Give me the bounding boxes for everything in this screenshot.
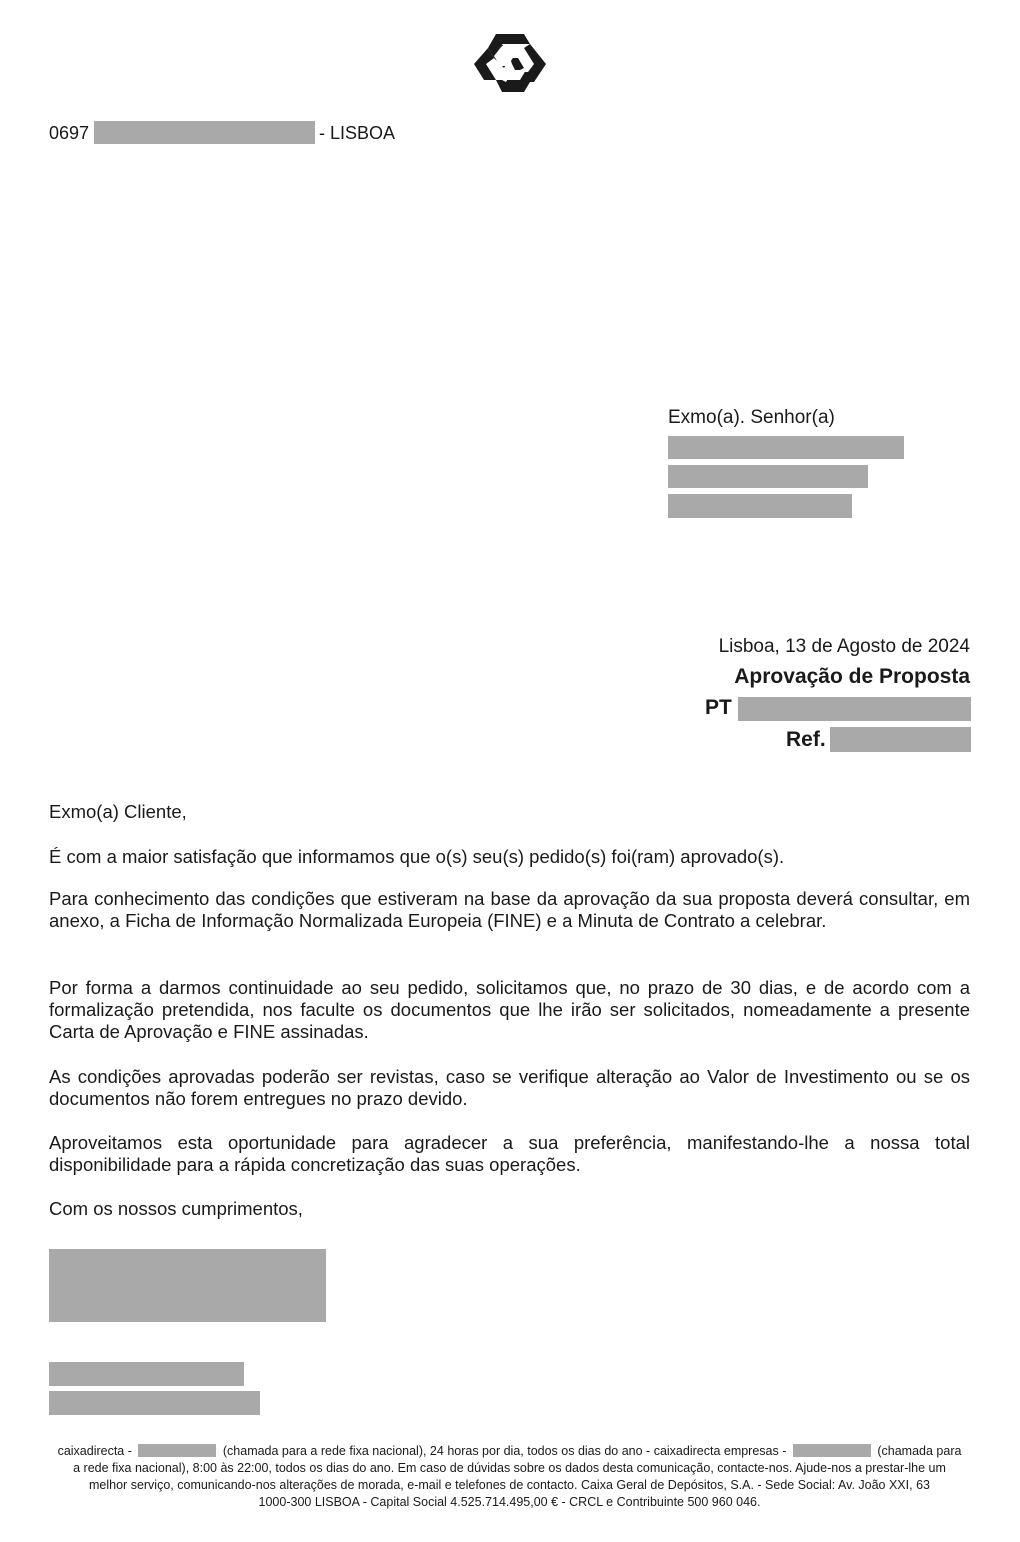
ref-label: Ref.: [786, 728, 826, 751]
paragraph-1: É com a maior satisfação que informamos que o(s) seu(s) pedido(s) foi(ram) aprovado(s).: [49, 846, 785, 867]
paragraph-4: As condições aprovadas poderão ser revistas, caso se verifique alteração ao Valor de Investimento ou se os documentos não forem entregues no prazo devido.: [49, 1066, 970, 1109]
redacted-pt-number: [738, 697, 971, 721]
footer-line-2: a rede fixa nacional), 8:00 às 22:00, todos os dias do ano. Em caso de dúvidas sobre os dados desta comunicação, contacte-nos. Ajude-nos a prestar-lhe um: [73, 1461, 946, 1475]
bank-logo-icon: [474, 34, 546, 92]
redacted-signatory-name: [49, 1362, 244, 1386]
subject-title: Aprovação de Proposta: [734, 665, 970, 688]
closing: Com os nossos cumprimentos,: [49, 1198, 303, 1219]
paragraph-5: Aproveitamos esta oportunidade para agradecer a sua preferência, manifestando-lhe a nossa total disponibilidade para a rápida concretização das suas operações.: [49, 1132, 970, 1175]
greeting: Exmo(a) Cliente,: [49, 801, 187, 822]
date-line: Lisboa, 13 de Agosto de 2024: [718, 636, 970, 657]
branch-city: - LISBOA: [319, 123, 396, 143]
redacted-signature: [49, 1249, 326, 1322]
recipient-salutation: Exmo(a). Senhor(a): [668, 407, 835, 428]
redacted-phone-2: [793, 1444, 871, 1457]
redacted-recipient-name: [668, 436, 904, 459]
footer: [49, 1443, 970, 1511]
branch-code: 0697: [49, 123, 90, 143]
paragraph-2: Para conhecimento das condições que estiveram na base da aprovação da sua proposta deverá consultar, em anexo, a Ficha de Informação Normalizada Europeia (FINE) e a Minuta de Contrato a celebrar.: [49, 888, 970, 931]
footer-line-3: melhor serviço, comunicando-nos alterações de morada, e-mail e telefones de contacto. Caixa Geral de Depósitos, S.A. - Sede Social: Av. João XXI, 63: [89, 1478, 930, 1492]
redacted-signatory-title: [49, 1391, 260, 1415]
redacted-phone-1: [138, 1444, 216, 1457]
paragraph-3: Por forma a darmos continuidade ao seu pedido, solicitamos que, no prazo de 30 dias, e de acordo com a formalização pretendida, nos faculte os documentos que lhe irão ser solicitados, nomeadamente a presente Carta de Aprovação e FINE assinadas.: [49, 977, 970, 1042]
redacted-recipient-address-2: [668, 494, 852, 518]
footer-line-4: 1000-300 LISBOA - Capital Social 4.525.714.495,00 € - CRCL e Contribuinte 500 960 046.: [258, 1495, 761, 1509]
redacted-ref-number: [830, 727, 971, 752]
redacted-recipient-address-1: [668, 465, 868, 488]
redacted-branch-name: [94, 121, 315, 144]
pt-label: PT: [705, 696, 732, 719]
footer-line-1: caixadirecta - (chamada para a rede fixa nacional), 24 horas por dia, todos os dias do ano - caixadirecta empresas - (chamada para: [57, 1444, 962, 1458]
